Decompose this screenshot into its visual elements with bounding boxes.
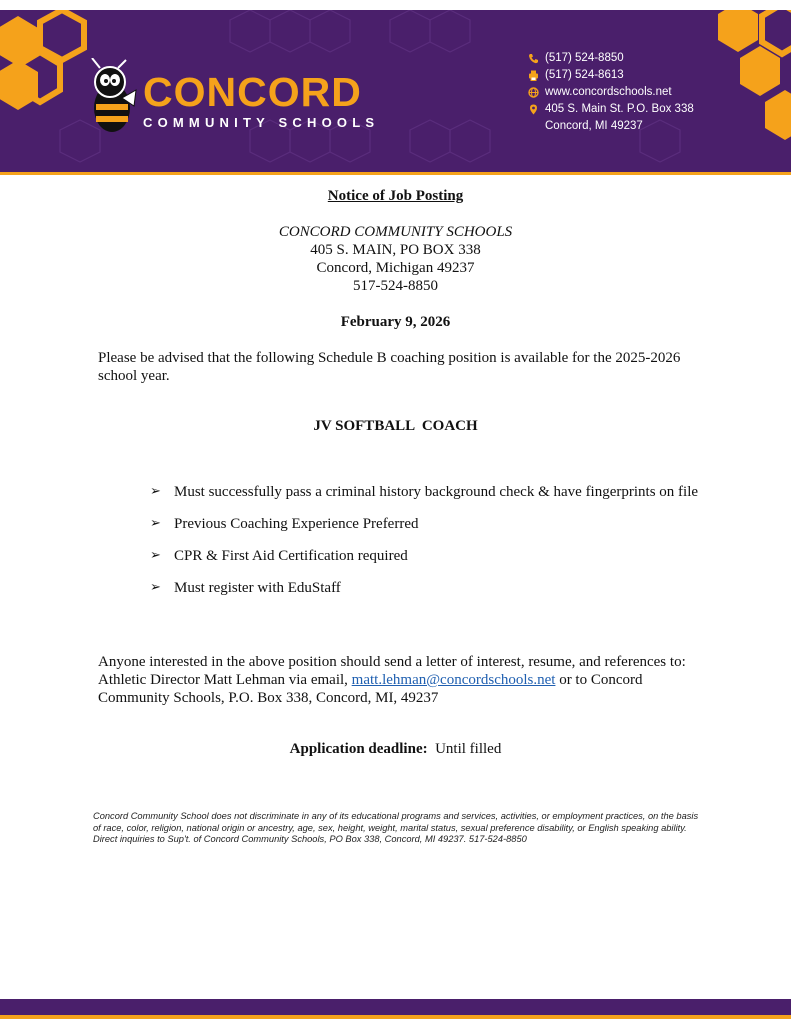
requirement-text: Must successfully pass a criminal history background check & have fingerprints on file <box>174 484 699 500</box>
page-title: Notice of Job Posting <box>327 188 464 204</box>
deadline-label: Application deadline: <box>289 741 428 757</box>
location-pin-icon <box>528 104 539 115</box>
logo-subtitle: COMMUNITY SCHOOLS <box>143 115 380 130</box>
list-item <box>150 512 710 536</box>
org-address: 405 S. MAIN, PO BOX 338 <box>310 242 481 258</box>
contact-fax-row <box>528 67 694 84</box>
arrow-bullet-icon: ➢ <box>150 580 161 595</box>
application-text-before: Anyone interested in the above position should send a letter of interest, resume, and references to: Athletic Director Matt Lehman via email, <box>98 654 686 688</box>
arrow-bullet-icon: ➢ <box>150 484 161 499</box>
phone-icon <box>528 53 539 64</box>
contact-address-line2: Concord, MI 49237 <box>545 120 643 132</box>
contact-block <box>528 50 694 135</box>
application-text-after: or to Concord Community Schools, P.O. Box 338, Concord, MI, 49237 <box>98 672 643 706</box>
requirement-text: Previous Coaching Experience Preferred <box>174 516 419 532</box>
org-city: Concord, Michigan 49237 <box>316 260 475 276</box>
header-divider <box>0 172 791 175</box>
arrow-bullet-icon: ➢ <box>150 516 161 531</box>
org-phone: 517-524-8850 <box>353 278 438 294</box>
deadline-value: Until filled <box>435 741 502 757</box>
header-banner <box>0 10 791 172</box>
requirement-text: CPR & First Aid Certification required <box>174 548 408 564</box>
org-name: CONCORD COMMUNITY SCHOOLS <box>278 224 513 240</box>
posting-date: February 9, 2026 <box>340 314 451 330</box>
bee-mascot-icon <box>86 58 138 138</box>
contact-address-row <box>528 101 694 135</box>
fax-icon <box>528 70 539 81</box>
arrow-bullet-icon: ➢ <box>150 548 161 563</box>
globe-icon <box>528 87 539 98</box>
logo-wordmark: CONCORD <box>143 69 362 115</box>
requirement-text: Must register with EduStaff <box>174 580 341 596</box>
contact-phone[interactable]: (517) 524-8850 <box>545 52 624 64</box>
deadline-line <box>0 741 791 758</box>
requirements-list <box>150 480 710 608</box>
intro-paragraph: Please be advised that the following Schedule B coaching position is available for the 2025-2026 school year. <box>98 350 681 384</box>
list-item <box>150 544 710 568</box>
application-paragraph <box>98 653 698 707</box>
contact-website[interactable]: www.concordschools.net <box>545 86 672 98</box>
contact-fax: (517) 524-8613 <box>545 69 624 81</box>
contact-phone-row <box>528 50 694 67</box>
nondiscrimination-disclaimer: Concord Community School does not discriminate in any of its educational programs and services, activities, or employment practices, on the basis of race, color, religion, national origin or ancestry, age, sex, height, weight, marital status, sexual preference disability, or English speaking ability. Direct inquiries to Sup't. of Concord Community Schools, PO Box 338, Concord, MI 49237. 517-524-8850 <box>93 811 699 844</box>
footer-stripe <box>0 1015 791 1019</box>
list-item <box>150 480 710 504</box>
list-item <box>150 576 710 600</box>
email-link[interactable]: matt.lehman@concordschools.net <box>351 672 556 688</box>
footer-bar <box>0 999 791 1015</box>
contact-web-row <box>528 84 694 101</box>
contact-address-line1: 405 S. Main St. P.O. Box 338 <box>545 103 694 115</box>
position-title: JV SOFTBALL COACH <box>313 418 478 434</box>
